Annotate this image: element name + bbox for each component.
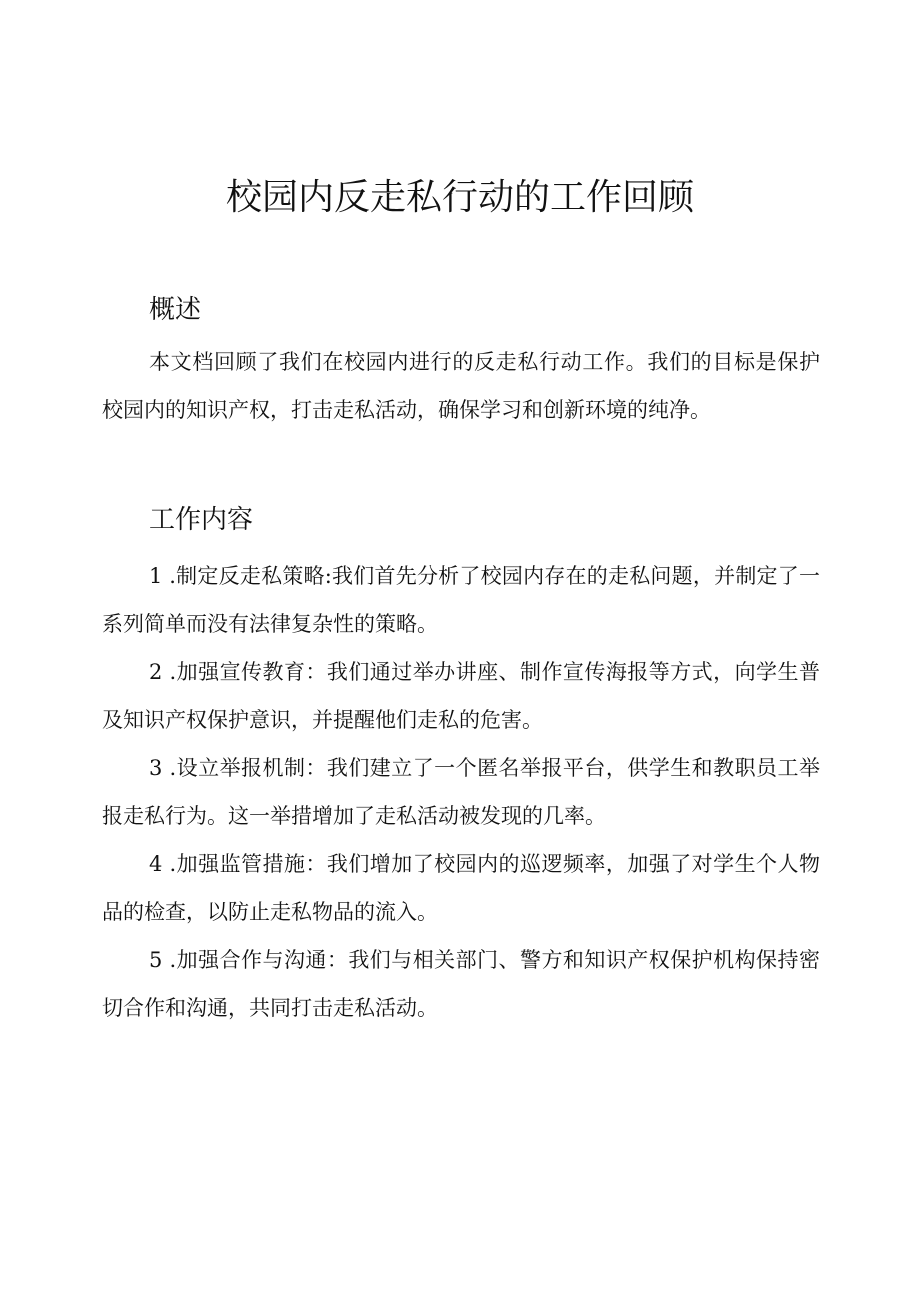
work-item-text: .加强宣传教育：我们通过举办讲座、制作宣传海报等方式，向学生普及知识产权保护意识，并提醒他们走私的危害。 [102,660,820,732]
work-item-number: 1 [149,564,163,588]
work-content-heading: 工作内容 [149,505,254,535]
work-item-3 [102,744,820,840]
work-item-2 [102,648,820,744]
work-item-text: .制定反走私策略:我们首先分析了校园内存在的走私问题，并制定了一系列简单而没有法律复杂性的策略。 [102,564,820,636]
overview-heading: 概述 [149,295,202,325]
work-item-1 [102,552,820,648]
work-item-number: 2 [149,660,163,684]
work-item-number: 5 [149,948,163,972]
work-content-section [102,500,820,1032]
work-item-text: .加强合作与沟通：我们与相关部门、警方和知识产权保护机构保持密切合作和沟通，共同打击走私活动。 [102,948,820,1020]
work-item-text: .加强监管措施：我们增加了校园内的巡逻频率，加强了对学生个人物品的检查，以防止走私物品的流入。 [102,852,820,924]
overview-paragraph: 本文档回顾了我们在校园内进行的反走私行动工作。我们的目标是保护校园内的知识产权，打击走私活动，确保学习和创新环境的纯净。 [102,350,820,422]
work-item-number: 4 [149,852,163,876]
document-title: 校园内反走私行动的工作回顾 [225,177,694,218]
work-item-number: 3 [149,756,163,780]
overview-section [102,290,820,434]
work-item-text: .设立举报机制：我们建立了一个匿名举报平台，供学生和教职员工举报走私行为。这一举措增加了走私活动被发现的几率。 [102,756,820,828]
work-item-4 [102,840,820,936]
work-item-5 [102,936,820,1032]
